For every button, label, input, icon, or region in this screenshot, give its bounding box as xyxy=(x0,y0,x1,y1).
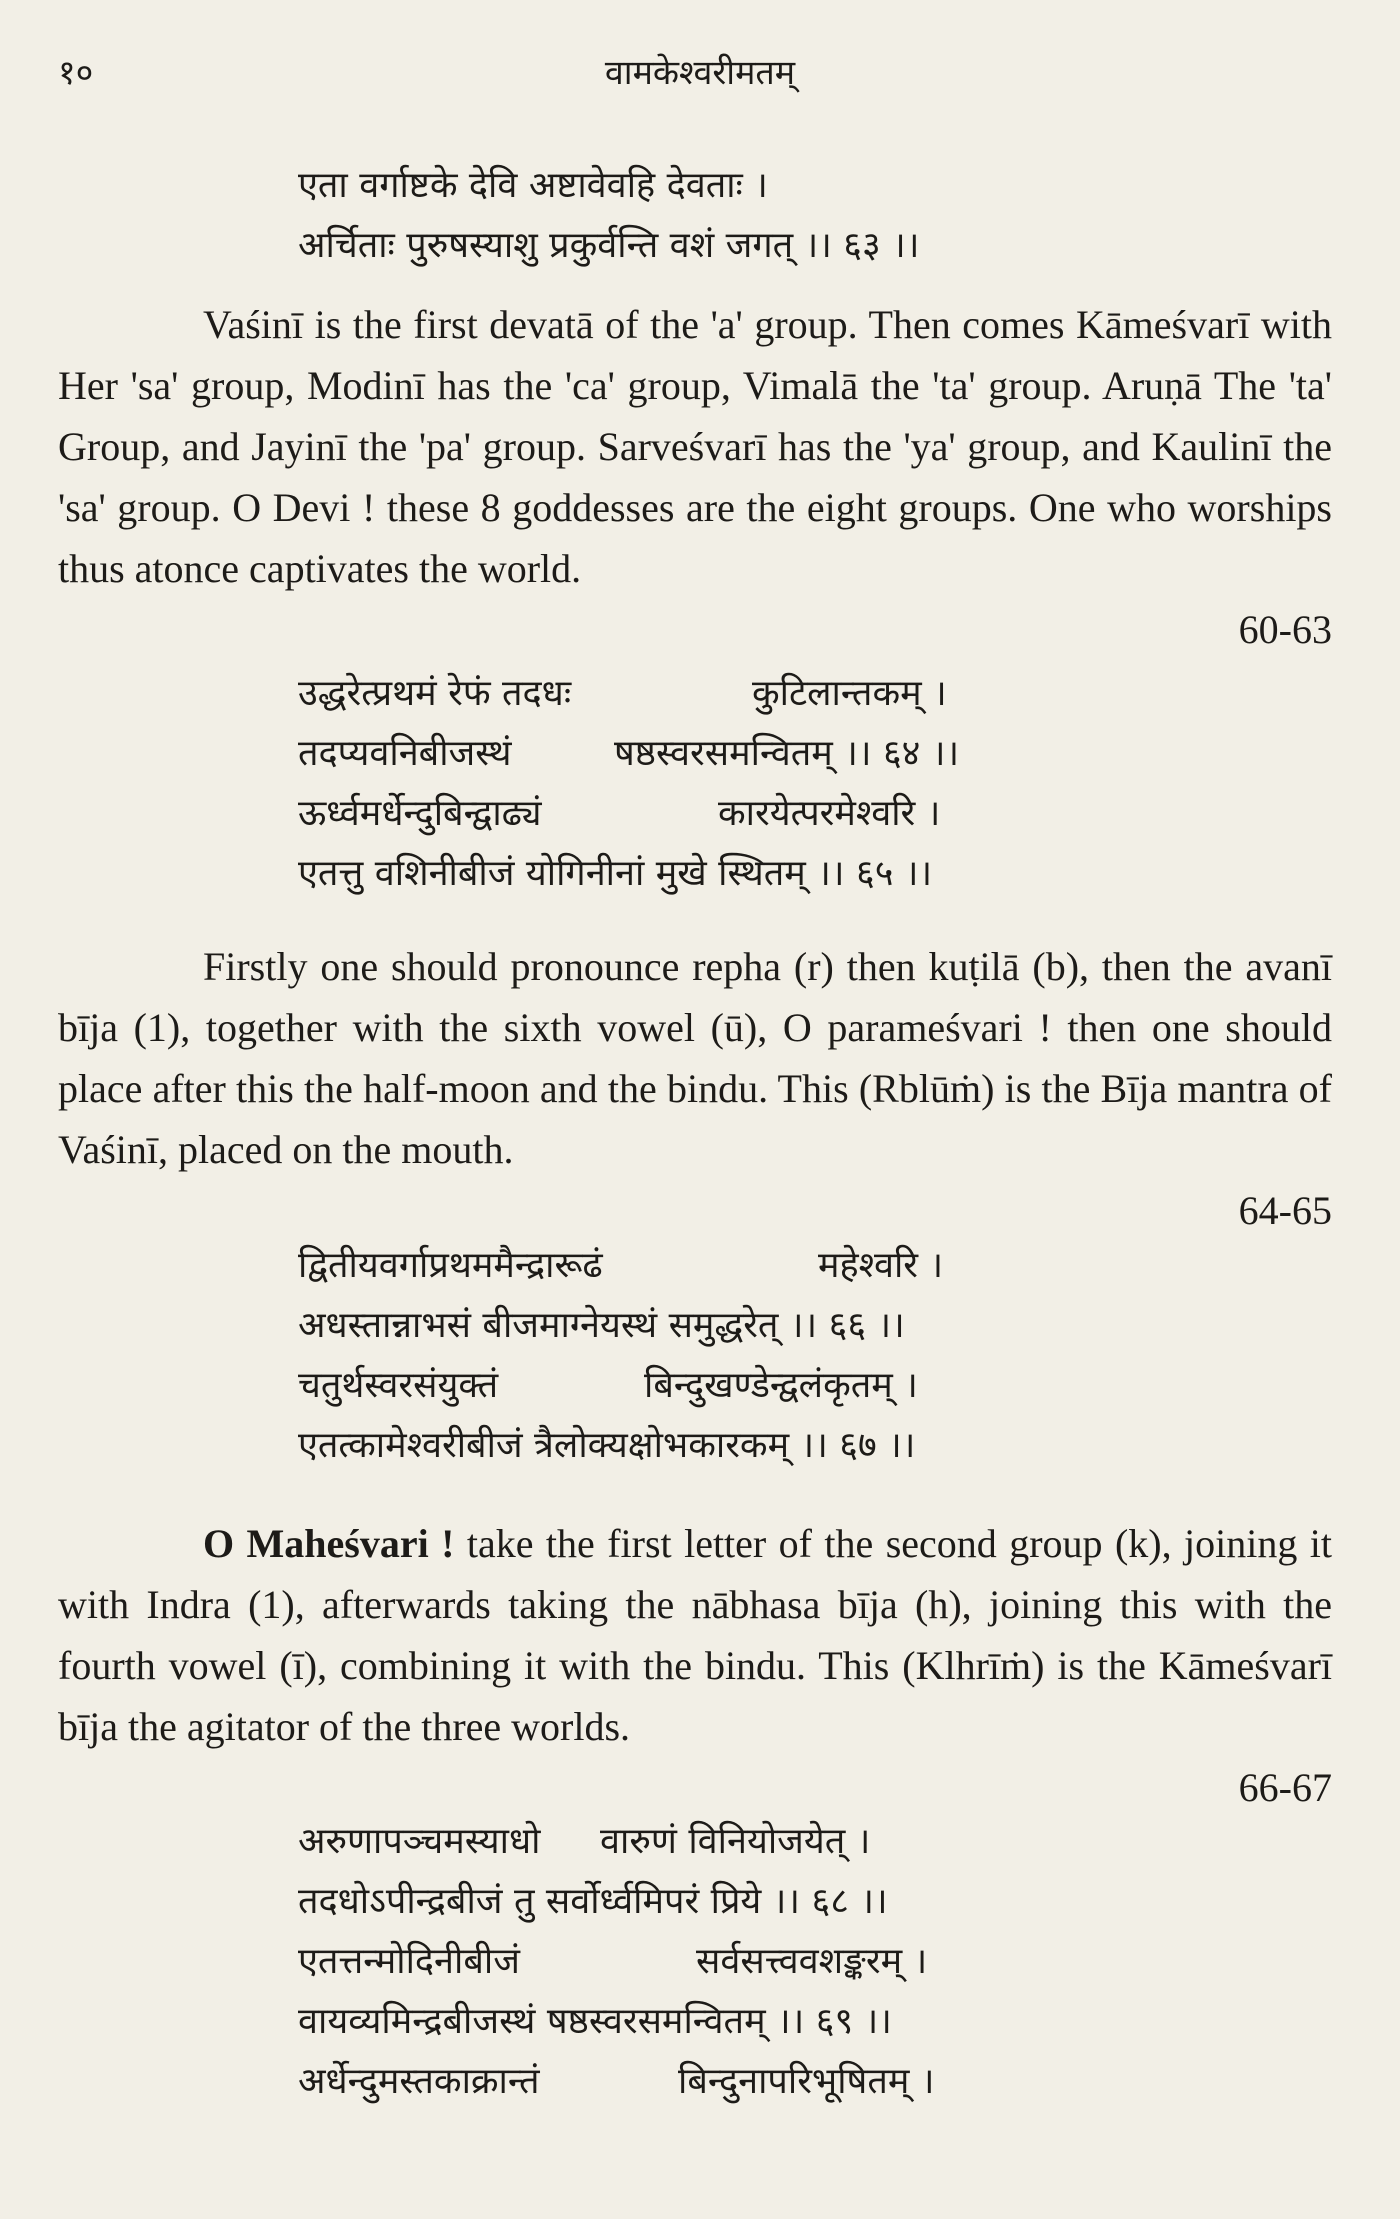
verse-line: तदप्यवनिबीजस्थं xyxy=(298,733,512,774)
paragraph-text: Firstly one should pronounce repha (r) then kuṭilā (b), then the avanī bīja (1), together with the sixth vowel (ū), O parameśvari ! then one should place after this the half-moon and the bindu. This (Rblūṁ) is the Bīja mantra of Vaśinī, placed on the mouth. xyxy=(58,944,1332,1172)
verse-line: वारुणं विनियोजयेत् । xyxy=(600,1821,871,1862)
paragraph-text: Vaśinī is the first devatā of the 'a' group. Then comes Kāmeśvarī with Her 'sa' group, Modinī has the 'ca' group, Vimalā the 'ta' group. Aruṇā The 'ta' Group, and Jayinī the 'pa' group. Sarveśvarī has the 'ya' group, and Kaulinī the 'sa' group. O Devi ! these 8 goddesses are the eight groups. One who worships thus atonce captivates the world. xyxy=(58,302,1332,591)
verse-line: द्वितीयवर्गाप्रथममैन्द्रारूढं xyxy=(298,1245,603,1286)
verse-line: एतत्तन्मोदिनीबीजं xyxy=(298,1941,520,1982)
verse-68-69 xyxy=(298,1816,1340,2116)
verse-line: सर्वसत्त्ववशङ्करम् । xyxy=(696,1941,928,1982)
paragraph-text: take the first letter of the second group (k), joining it with Indra (1), afterwards taking the nābhasa bīja (h), joining this with the fourth vowel (ī), combining it with the bindu. This (Klhrīṁ) is the Kāmeśvarī bīja the agitator of the three worlds. xyxy=(58,1521,1332,1749)
page-header xyxy=(58,48,1342,108)
verse-line: एता वर्गाष्टके देवि अष्टावेवहि देवताः । xyxy=(298,165,768,206)
verse-line: ऊर्ध्वमर्धेन्दुबिन्द्वाढ्यं xyxy=(298,793,542,834)
verse-line: एतत्तु वशिनीबीजं योगिनीनां मुखे स्थितम् ।। ६५ ।। xyxy=(298,853,933,894)
verse-line: कुटिलान्तकम् । xyxy=(752,673,947,714)
verse-line: अर्धेन्दुमस्तकाक्रान्तं xyxy=(298,2061,540,2102)
verse-64-65 xyxy=(298,668,1340,908)
translation-paragraph xyxy=(58,1513,1332,1810)
verse-line: उद्धरेत्प्रथमं रेफं तदधः xyxy=(298,673,572,714)
verse-line: एतत्कामेश्वरीबीजं त्रैलोक्यक्षोभकारकम् ।। ६७ ।। xyxy=(298,1425,916,1466)
verse-line: अर्चिताः पुरुषस्याशु प्रकुर्वन्ति वशं जगत् ।। ६३ ।। xyxy=(298,225,920,266)
verse-line: महेश्वरि । xyxy=(818,1245,944,1286)
verse-line: तदधोऽपीन्द्रबीजं तु सर्वोर्ध्वमिपरं प्रिये ।। ६८ ।। xyxy=(298,1881,888,1922)
verse-66-67 xyxy=(298,1240,1340,1480)
running-title: वामकेश्वरीमतम् xyxy=(604,53,796,93)
translation-paragraph xyxy=(58,936,1332,1233)
verse-line: चतुर्थस्वरसंयुक्तं xyxy=(298,1365,499,1406)
paragraph-bold-start: O Maheśvari ! xyxy=(203,1521,455,1566)
verse-63 xyxy=(298,160,1340,280)
verse-line: बिन्दुखण्डेन्द्वलंकृतम् । xyxy=(644,1365,918,1406)
verse-line: अरुणापञ्चमस्याधो xyxy=(298,1821,541,1862)
page-number: १० xyxy=(58,53,94,93)
verse-line: कारयेत्परमेश्वरि । xyxy=(718,793,941,834)
verse-line: वायव्यमिन्द्रबीजस्थं षष्ठस्वरसमन्वितम् ।। ६९ ।। xyxy=(298,2001,892,2042)
translation-paragraph xyxy=(58,294,1332,652)
verse-reference: 64-65 xyxy=(1238,1188,1332,1233)
verse-line: अधस्तान्नाभसं बीजमाग्नेयस्थं समुद्धरेत् ।। ६६ ।। xyxy=(298,1305,905,1346)
verse-line: बिन्दुनापरिभूषितम् । xyxy=(678,2061,935,2102)
verse-reference: 66-67 xyxy=(1238,1765,1332,1810)
verse-reference: 60-63 xyxy=(1238,607,1332,652)
verse-line: षष्ठस्वरसमन्वितम् ।। ६४ ।। xyxy=(614,733,960,774)
